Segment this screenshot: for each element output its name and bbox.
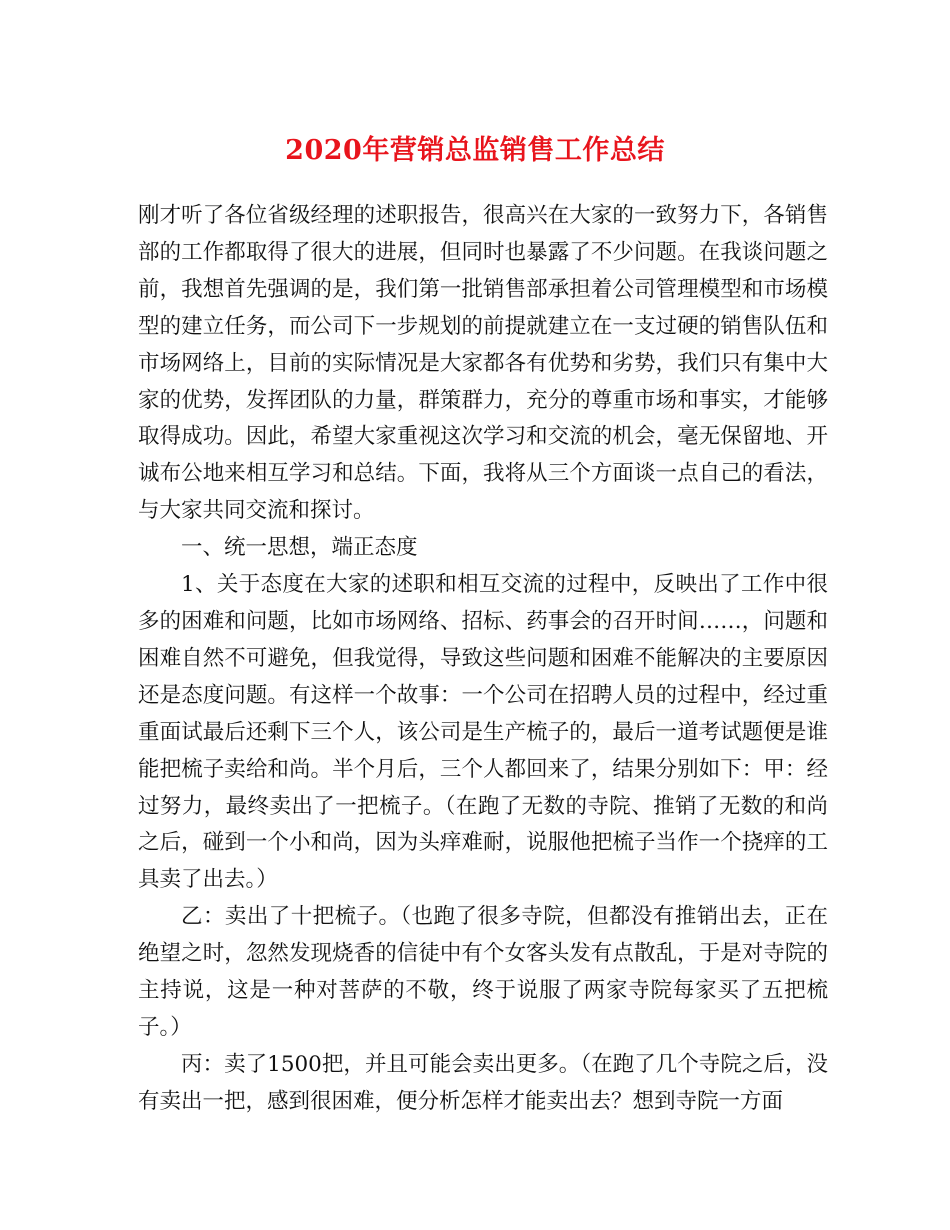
paragraph-attitude: 1、关于态度在大家的述职和相互交流的过程中，反映出了工作中很多的困难和问题，比如市场网络、招标、药事会的召开时间……，问题和困难自然不可避免，但我觉得，导致这些问题和困难不能解决的主要原因还是态度问题。有这样一个故事：一个公司在招聘人员的过程中，经过重重面试最后还剩下三个人，该公司是生产梳子的，最后一道考试题便是谁能把梳子卖给和尚。半个月后，三个人都回来了，结果分别如下：甲：经过努力，最终卖出了一把梳子。（在跑了无数的寺院、推销了无数的和尚之后，碰到一个小和尚，因为头痒难耐，说服他把梳子当作一个挠痒的工具卖了出去。） xyxy=(138,572,828,893)
paragraph-bing: 丙：卖了1500把，并且可能会卖出更多。（在跑了几个寺院之后，没有卖出一把，感到很困难，便分析怎样才能卖出去？想到寺院一方面 xyxy=(138,1051,828,1114)
document-body xyxy=(138,198,828,1121)
paragraph-yi: 乙：卖出了十把梳子。（也跑了很多寺院，但都没有推销出去，正在绝望之时，忽然发现烧香的信徒中有个女客头发有点散乱，于是对寺院的主持说，这是一种对菩萨的不敬，终于说服了两家寺院每家买了五把梳子。） xyxy=(138,904,828,1040)
section-heading-1: 一、统一思想，端正态度 xyxy=(181,535,418,561)
document-title: 2020年营销总监销售工作总结 xyxy=(285,135,665,166)
paragraph-intro: 刚才听了各位省级经理的述职报告，很高兴在大家的一致努力下，各销售部的工作都取得了很大的进展，但同时也暴露了不少问题。在我谈问题之前，我想首先强调的是，我们第一批销售部承担着公司管理模型和市场模型的建立任务，而公司下一步规划的前提就建立在一支过硬的销售队伍和市场网络上，目前的实际情况是大家都各有优势和劣势，我们只有集中大家的优势，发挥团队的力量，群策群力，充分的尊重市场和事实，才能够取得成功。因此，希望大家重视这次学习和交流的机会，毫无保留地、开诚布公地来相互学习和总结。下面，我将从三个方面谈一点自己的看法，与大家共同交流和探讨。 xyxy=(138,203,828,524)
